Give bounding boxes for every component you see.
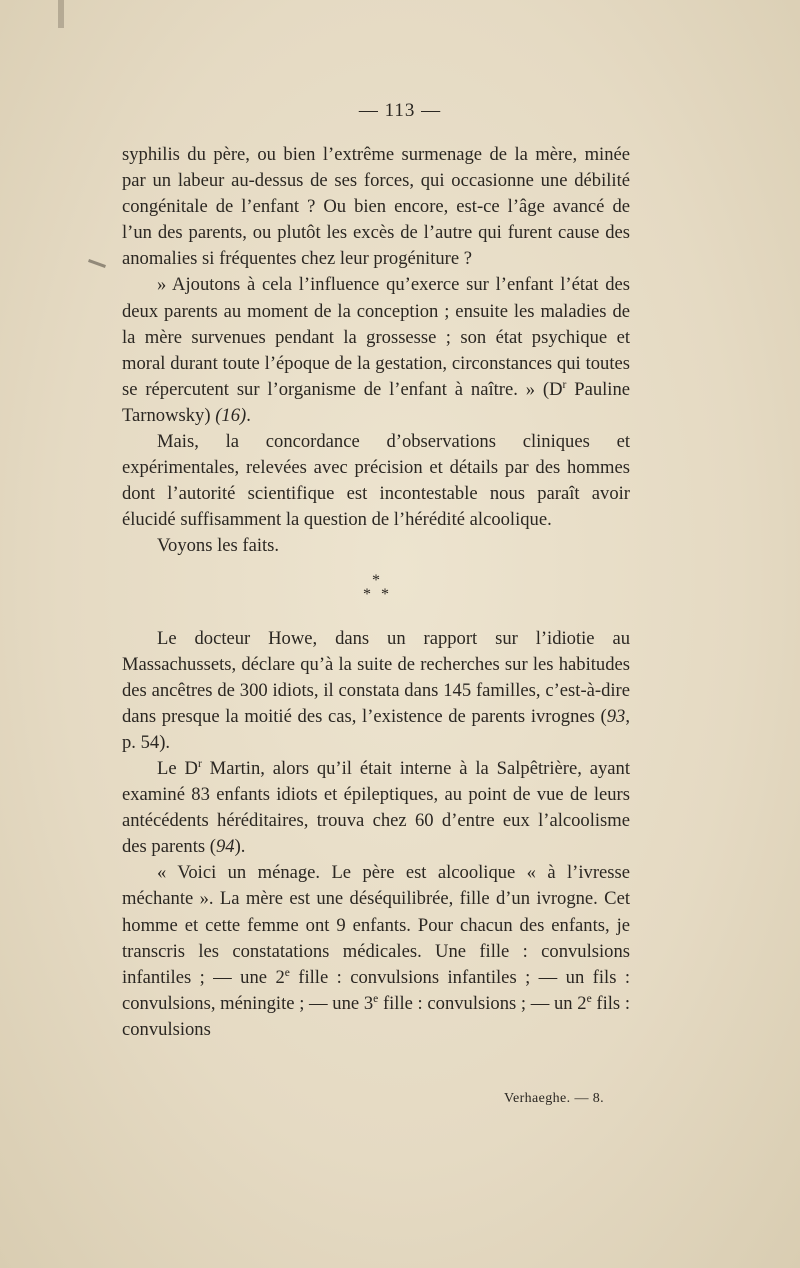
paragraph-5-text: Le docteur Howe, dans un rapport sur l’idiotie au Massachussets, déclare qu’à la suite de recherches sur les habitudes des ancêtres de 300 idiots, il constata dans 145 familles, c’est-à-dire dans presque la moitié des cas, l’existence de parents ivrognes (: [122, 627, 630, 727]
asterism-top: *: [372, 571, 380, 589]
paragraph-3: Mais, la concordance d’observations cliniques et expérimentales, relevées avec précision et détails par des hommes dont l’autorité scientifique est incontestable nous paraît avoir élucidé suffisamment la question de l’hérédité alcoolique.: [122, 431, 630, 531]
paragraph-7-tail-2: fils : convulsions: [122, 992, 630, 1040]
paragraph-5: [122, 626, 630, 756]
reference-94: 94: [215, 836, 235, 858]
asterism-divider: [122, 571, 630, 603]
paragraph-6-body: Martin, alors qu’il était interne à la Salpêtrière, ayant examiné 83 enfants idiots et épileptiques, au point de vue de leurs antécédents héréditaires, trouva chez 60 d’entre eux l’alcoolisme des parents (: [122, 757, 630, 858]
paragraph-7-tail: fille :: [289, 966, 342, 988]
paragraph-6: [122, 756, 630, 860]
margin-pencil-mark: [88, 259, 106, 268]
printer-signature: Verhaeghe. — 8.: [504, 1091, 605, 1106]
reference-93: 93: [606, 705, 626, 727]
paragraph-7-cont-2: fille : convulsions ; — un 2: [382, 992, 587, 1014]
paragraph-5-tail: , p. 54).: [122, 705, 630, 753]
superscript: r: [562, 378, 567, 391]
paragraph-7: [122, 860, 630, 1043]
superscript: e: [284, 966, 290, 979]
paragraph-7-cont: convulsions infantiles ; — un fils : convulsions, méningite ; — une 3: [122, 966, 631, 1014]
superscript: r: [197, 757, 202, 770]
paragraph-2-end: .: [246, 404, 251, 426]
asterism-bottom: **: [363, 585, 399, 603]
superscript: e: [586, 992, 592, 1005]
paragraph-4: Voyons les faits.: [157, 535, 280, 557]
paragraph-6-end: ).: [234, 836, 246, 858]
superscript: e: [373, 992, 379, 1005]
paragraph-6-text: Le D: [157, 757, 198, 779]
paragraph-2-tail: Pauline Tarnowsky): [122, 378, 631, 426]
paragraph-1: syphilis du père, ou bien l’extrême surmenage de la mère, minée par un labeur au-dessus de ses forces, qui occasionne une débilité congénitale de l’enfant ? Ou bien encore, est-ce l’âge avancé de l’un des parents, ou plutôt les excès de l’autre qui furent cause des anomalies si fréquentes chez leur progéniture ?: [122, 144, 630, 270]
paragraph-2: [122, 272, 630, 429]
page-number: — 113 —: [358, 100, 442, 121]
body-text: [122, 142, 630, 1043]
page-stain: [58, 0, 64, 28]
paragraph-2-text: » Ajoutons à cela l’influence qu’exerce sur l’enfant l’état des deux parents au moment de la conception ; ensuite les maladies de la mère survenues pendant la grossesse ; son état psychique et moral durant toute l’époque de la gestation, circonstances qui toutes se répercutent sur l’organisme de l’enfant à naître. » (D: [122, 274, 630, 400]
reference-16: (16): [215, 404, 247, 426]
paragraph-7-text: « Voici un ménage. Le père est alcoolique « à l’ivresse méchante ». La mère est une déséquilibrée, fille d’un ivrogne. Cet homme et cette femme ont 9 enfants. Pour chacun des enfants, je transcris les constatations médicales. Une fille : convulsions infantiles ; — une 2: [122, 862, 630, 988]
